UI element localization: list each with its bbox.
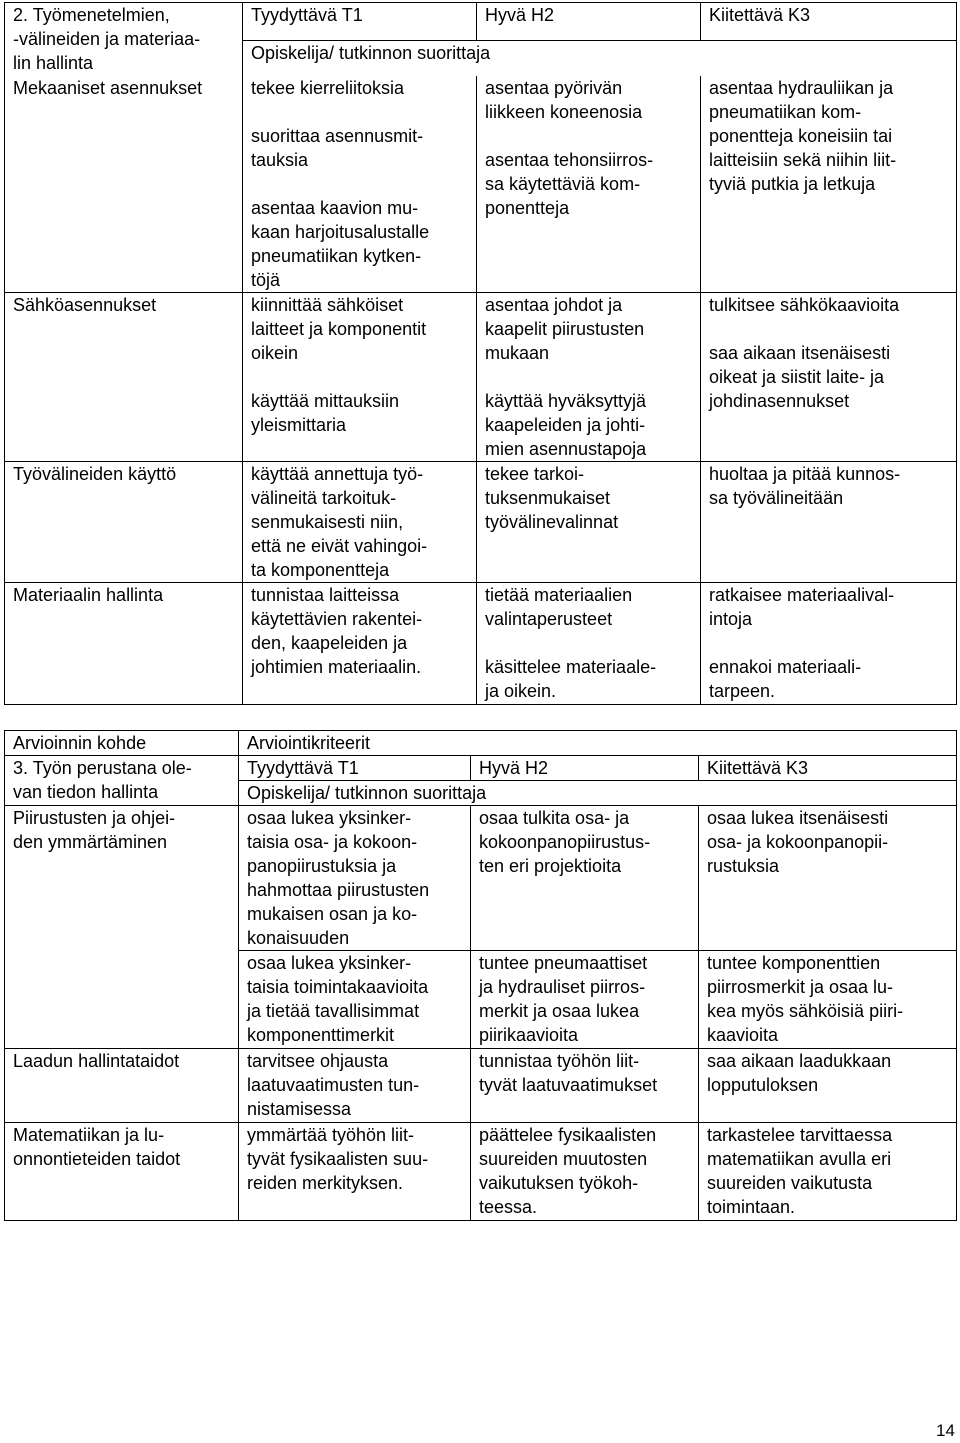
cell-math-k3: tarkastelee tarvittaessa matematiikan avulla eri suureiden vaikutusta toimintaan. [699, 1123, 957, 1221]
header-assessment-target: Arvioinnin kohde [5, 731, 239, 756]
cell-tools-h2 [477, 462, 701, 583]
section-title-line1: 2. Työmenetelmien, [13, 5, 170, 25]
cell-math-t1: ymmärtää työhön liit- tyvät fysikaalisten suu- reiden merkityksen. [239, 1123, 471, 1221]
criterion-text: asentaa hydrauliikan ja pneumatiikan kom- ponentteja koneisiin tai laitteisiin sekä niihin liit- tyviä putkia ja letkuja [709, 78, 897, 194]
cell-tools-k3 [701, 462, 957, 583]
grade-header-t1: Tyydyttävä T1 [243, 3, 477, 41]
cell-materials-h2 [477, 583, 701, 705]
cell-mechanical-t1 [243, 76, 477, 293]
criterion-text: tunnistaa laitteissa käytettävien rakentei- den, kaapeleiden ja johtimien materiaalin. [251, 585, 423, 677]
cell-drawings-h2: osaa tulkita osa- ja kokoonpanopiirustus- ten eri projektioita [471, 806, 699, 951]
cell-electrical-t1 [243, 293, 477, 462]
cell-mechanical-h2 [477, 76, 701, 293]
cell-quality-t1: tarvitsee ohjausta laatuvaatimusten tun- nistamisessa [239, 1049, 471, 1123]
cell-electrical-k3 [701, 293, 957, 462]
cell-materials-t1 [243, 583, 477, 705]
criterion-text: tekee kierreliitoksia [251, 78, 405, 98]
row-label-tools: Työvälineiden käyttö [5, 462, 243, 583]
cell-electrical-h2 [477, 293, 701, 462]
cell-drawings-k3: osaa lukea itsenäisesti osa- ja kokoonpanopii- rustuksia [699, 806, 957, 951]
cell-mechanical-k3 [701, 76, 957, 293]
grade-header-h2: Hyvä H2 [477, 3, 701, 41]
criteria-table-knowledge [4, 730, 957, 1221]
cell-tools-t1 [243, 462, 477, 583]
section-title-knowledge: 3. Työn perustana ole- van tiedon hallinta [5, 756, 239, 806]
row-label-math: Matematiikan ja lu- onnontieteiden taidot [5, 1123, 239, 1221]
criterion-text: käsittelee materiaale- ja oikein. [485, 657, 657, 701]
criteria-table-methods-body [4, 76, 957, 705]
cell-diagrams-h2: tuntee pneumaattiset ja hydrauliset piirros- merkit ja osaa lukea piirikaavioita [471, 951, 699, 1049]
criterion-text: käyttää mittauksiin yleismittaria [251, 391, 400, 435]
criterion-text: suorittaa asennusmit- tauksia [251, 126, 424, 170]
cell-drawings-t1: osaa lukea yksinker- taisia osa- ja kokoon- panopiirustuksia ja hahmottaa piirustusten mukaisen osan ja ko- konaisuuden [239, 806, 471, 951]
subheader-student: Opiskelija/ tutkinnon suorittaja [239, 781, 957, 806]
grade-header-k3: Kiitettävä K3 [701, 3, 957, 41]
criterion-text: asentaa kaavion mu- kaan harjoitusalustalle pneumatiikan kytken- töjä [251, 198, 430, 290]
row-label-drawings-cont [5, 951, 239, 1049]
subheader-student: Opiskelija/ tutkinnon suorittaja [243, 40, 957, 76]
criterion-text: asentaa johdot ja kaapelit piirustusten mukaan [485, 295, 645, 363]
cell-diagrams-k3: tuntee komponenttien piirrosmerkit ja osaa lu- kea myös sähköisiä piiri- kaavioita [699, 951, 957, 1049]
row-label-materials: Materiaalin hallinta [5, 583, 243, 705]
cell-math-h2: päättelee fysikaalisten suureiden muutosten vaikutuksen työkoh- teessa. [471, 1123, 699, 1221]
page-number: 14 [936, 1421, 955, 1440]
row-label-quality: Laadun hallintataidot [5, 1049, 239, 1123]
section-title-rest: -välineiden ja materiaa- lin hallinta [13, 29, 201, 73]
row-label-drawings: Piirustusten ja ohjei- den ymmärtäminen [5, 806, 239, 951]
criterion-text: tietää materiaalien valintaperusteet [485, 585, 633, 629]
criterion-text: käyttää annettuja työ- välineitä tarkoituk- senmukaisesti niin, että ne eivät vahingoi- ta komponentteja [251, 464, 428, 580]
grade-header-h2: Hyvä H2 [471, 756, 699, 781]
criterion-text: tulkitsee sähkökaavioita [709, 295, 900, 315]
cell-quality-k3: saa aikaan laadukkaan lopputuloksen [699, 1049, 957, 1123]
criterion-text: saa aikaan itsenäisesti oikeat ja siistit laite- ja johdinasennukset [709, 343, 891, 411]
cell-quality-h2: tunnistaa työhön liit- tyvät laatuvaatimukset [471, 1049, 699, 1123]
row-label-mechanical: Mekaaniset asennukset [5, 76, 243, 293]
criteria-table-methods [4, 2, 957, 76]
grade-header-k3: Kiitettävä K3 [699, 756, 957, 781]
header-assessment-criteria: Arviointikriteerit [239, 731, 957, 756]
criterion-text: ratkaisee materiaalival- intoja [709, 585, 895, 629]
row-label-electrical: Sähköasennukset [5, 293, 243, 462]
criterion-text: huoltaa ja pitää kunnos- sa työvälineitään [709, 464, 901, 508]
criterion-text: kiinnittää sähköiset laitteet ja komponentit oikein [251, 295, 427, 363]
cell-diagrams-t1: osaa lukea yksinker- taisia toimintakaavioita ja tietää tavallisimmat komponenttimerkit [239, 951, 471, 1049]
grade-header-t1: Tyydyttävä T1 [239, 756, 471, 781]
section-title-methods [5, 3, 243, 77]
criterion-text: tekee tarkoi- tuksenmukaiset työvälinevalinnat [485, 464, 619, 532]
criterion-text: ennakoi materiaali- tarpeen. [709, 657, 862, 701]
criterion-text: asentaa tehonsiirros- sa käytettäviä kom- ponentteja [485, 150, 654, 218]
cell-materials-k3 [701, 583, 957, 705]
criterion-text: käyttää hyväksyttyjä kaapeleiden ja johti- mien asennustapoja [485, 391, 647, 459]
criterion-text: asentaa pyörivän liikkeen koneenosia [485, 78, 643, 122]
